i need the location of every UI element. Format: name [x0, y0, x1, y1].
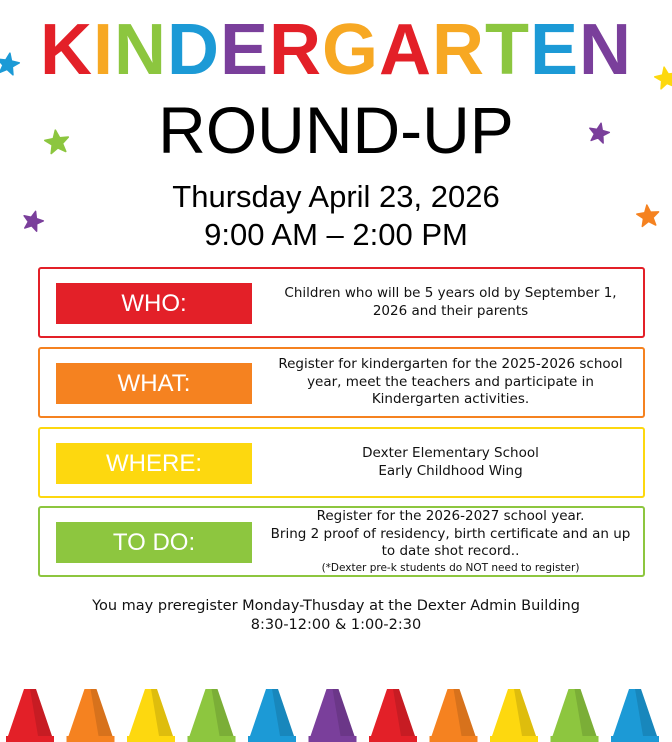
- todo-description: [266, 508, 635, 575]
- title-letter: T: [485, 10, 530, 90]
- title-letter: R: [432, 10, 486, 90]
- todo-label: TO DO:: [56, 522, 252, 563]
- title-letter: A: [379, 10, 433, 90]
- what-line-2: year, meet the teachers and participate in: [307, 373, 594, 390]
- who-line-2: 2026 and their parents: [372, 302, 529, 319]
- crayon-tip-icon: [248, 689, 296, 742]
- star-icon: [652, 64, 672, 92]
- info-row-what: [38, 347, 645, 418]
- who-line-1: Children who will be 5 years old by September 1,: [284, 285, 617, 301]
- crayon-tip-icon: [188, 689, 236, 742]
- title-letter: K: [39, 10, 93, 90]
- crayon-tip-icon: [67, 689, 115, 742]
- title-letter: D: [166, 10, 220, 90]
- crayon-tip-icon: [127, 689, 175, 742]
- where-description: [266, 429, 635, 496]
- todo-line-3: to date shot record..: [381, 543, 520, 560]
- where-line-1: Dexter Elementary School: [362, 445, 539, 461]
- title-kindergarten: [0, 10, 672, 90]
- title-letter: R: [269, 10, 322, 90]
- what-description: [266, 349, 635, 416]
- where-label: WHERE:: [56, 443, 252, 484]
- footer-line-2: 8:30-12:00 & 1:00-2:30: [250, 617, 422, 633]
- who-description: [266, 269, 635, 336]
- crayon-tip-icon: [430, 689, 478, 742]
- what-label: WHAT:: [56, 363, 252, 404]
- todo-line-1: Register for the 2026-2027 school year.: [316, 508, 585, 525]
- footer-note: [0, 597, 672, 635]
- title-letter: E: [219, 10, 269, 90]
- title-letter: N: [113, 10, 167, 90]
- title-letter: N: [579, 10, 633, 90]
- subtitle-round-up: ROUND-UP: [158, 93, 514, 167]
- crayon-tip-icon: [369, 689, 417, 742]
- title-letter: G: [322, 10, 380, 90]
- info-row-where: [38, 427, 645, 498]
- star-icon: [635, 203, 661, 229]
- footer-line-1: You may preregister Monday-Thusday at the Dexter Admin Building: [92, 598, 580, 614]
- crayon-border: [0, 684, 672, 742]
- event-date: Thursday April 23, 2026: [172, 179, 500, 214]
- where-line-2: Early Childhood Wing: [378, 462, 523, 479]
- crayon-tip-icon: [309, 689, 357, 742]
- who-label: WHO:: [56, 283, 252, 324]
- crayon-tip-icon: [551, 689, 599, 742]
- star-icon: [42, 127, 71, 156]
- crayon-tip-icon: [6, 689, 54, 742]
- what-line-1: Register for kindergarten for the 2025-2026 school: [278, 356, 623, 373]
- info-row-who: [38, 267, 645, 338]
- todo-note: (*Dexter pre-k students do NOT need to register): [321, 561, 580, 574]
- crayon-tip-icon: [490, 689, 538, 742]
- event-time: 9:00 AM – 2:00 PM: [204, 217, 468, 252]
- star-icon: [586, 120, 612, 146]
- crayon-tip-icon: [611, 689, 659, 742]
- title-letter: E: [530, 10, 580, 90]
- title-letter: I: [92, 10, 114, 90]
- todo-line-2: Bring 2 proof of residency, birth certificate and an up: [270, 525, 631, 542]
- what-line-3: Kindergarten activities.: [371, 391, 530, 408]
- info-row-todo: [38, 506, 645, 577]
